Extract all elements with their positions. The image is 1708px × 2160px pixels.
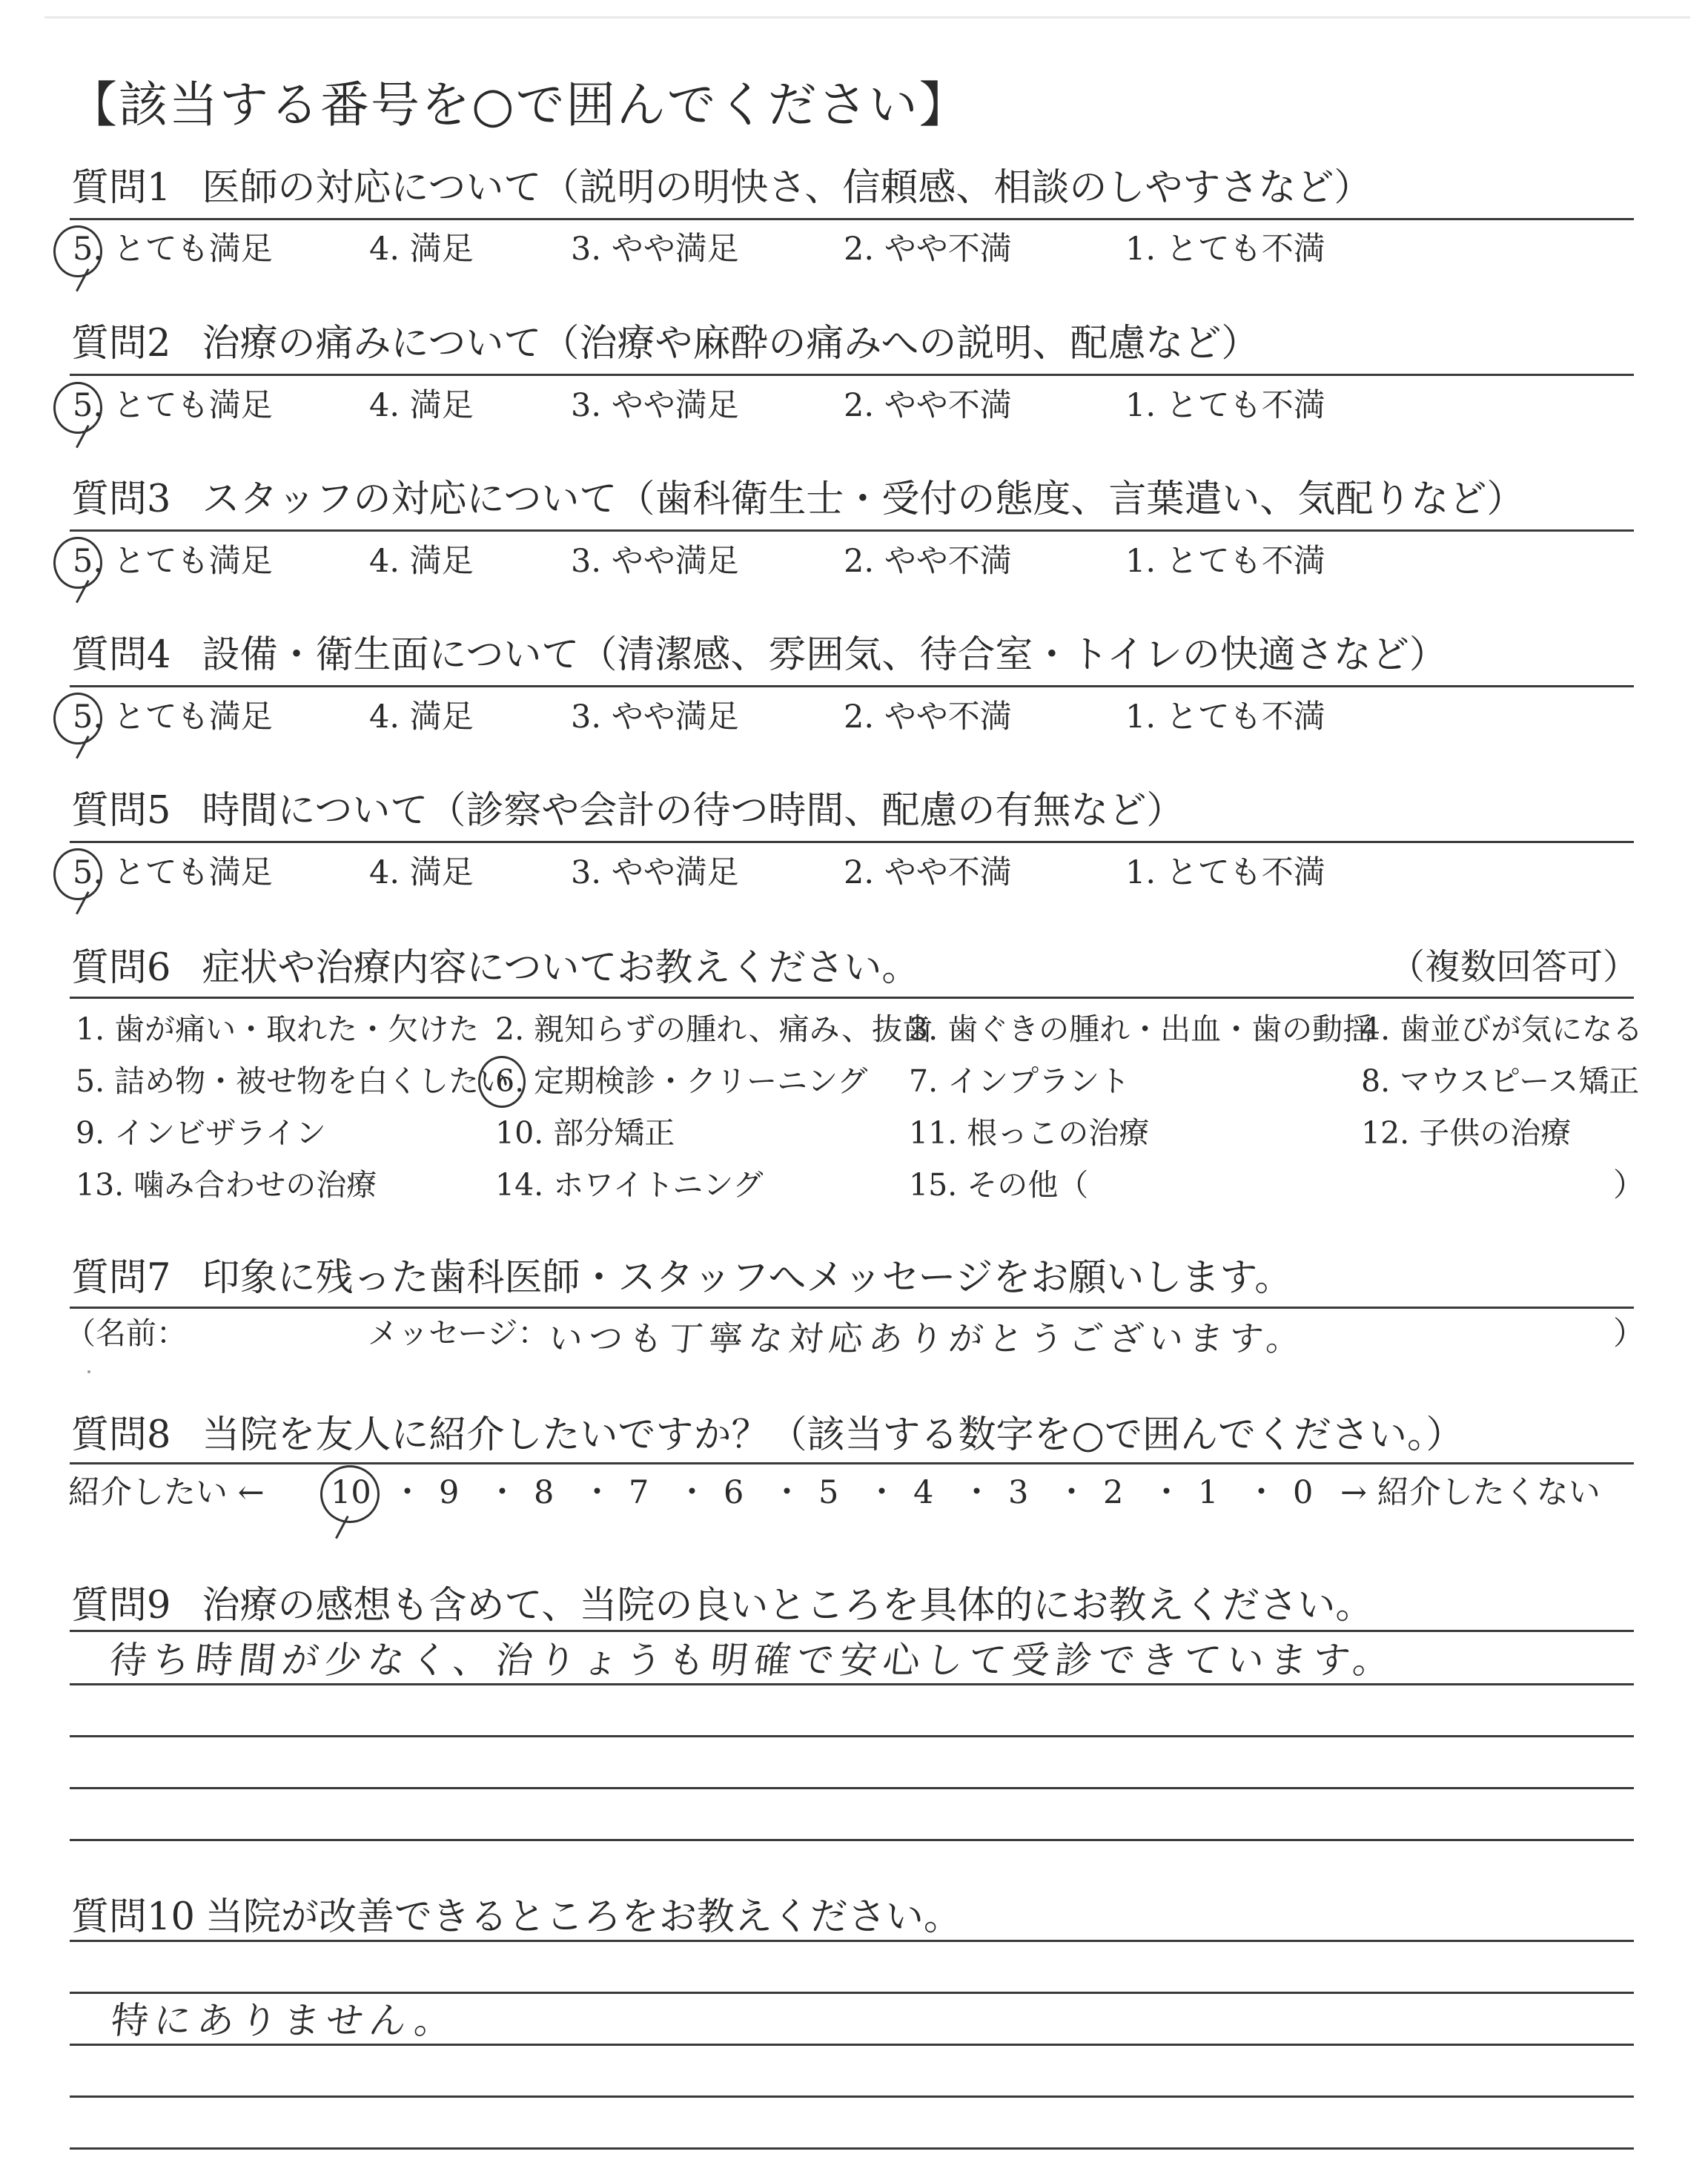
q8-separator: ・ — [1245, 1474, 1277, 1511]
q8-score-10[interactable]: 10 — [331, 1474, 371, 1511]
q10-answer-handwritten[interactable]: 特にありません。 — [108, 1999, 460, 2042]
q8-score-4[interactable]: 4 — [913, 1474, 934, 1511]
question-text: スタッフの対応について（歯科衛生士・受付の態度、言葉遣い、気配りなど） — [202, 478, 1525, 521]
answer-circle-mark — [53, 537, 102, 589]
q6-option-9[interactable]: 9. インビザライン — [76, 1115, 326, 1151]
question-5 — [71, 789, 1185, 833]
answer-line — [70, 1940, 1634, 1942]
question-rule — [70, 1307, 1634, 1309]
q7-name-label: （名前： — [65, 1315, 187, 1351]
q3-option-3[interactable]: 3. やや満足 — [571, 543, 739, 580]
question-number: 質問6 — [71, 946, 171, 990]
q8-score-9[interactable]: 9 — [439, 1474, 460, 1511]
question-number: 質問8 — [71, 1413, 171, 1457]
question-rule — [70, 841, 1634, 843]
q6-option-10[interactable]: 10. 部分矯正 — [495, 1115, 675, 1151]
q8-score-1[interactable]: 1 — [1198, 1474, 1219, 1511]
question-text: 設備・衛生面について（清潔感、雰囲気、待合室・トイレの快適さなど） — [202, 633, 1447, 677]
answer-line — [70, 1735, 1634, 1737]
q6-option-11[interactable]: 11. 根っこの治療 — [909, 1115, 1150, 1151]
q6-option-1[interactable]: 1. 歯が痛い・取れた・欠けた — [76, 1011, 480, 1047]
q8-separator: ・ — [581, 1474, 613, 1511]
question-10 — [71, 1895, 961, 1939]
answer-circle-mark — [53, 693, 102, 744]
answer-circle-mark — [478, 1056, 526, 1108]
question-rule — [70, 685, 1634, 687]
question-3 — [71, 478, 1525, 521]
q7-message-handwritten[interactable]: いつも丁寧な対応ありがとうございます。 — [546, 1318, 1309, 1358]
q8-separator: ・ — [961, 1474, 993, 1511]
question-text: 時間について（診察や会計の待つ時間、配慮の有無など） — [202, 789, 1185, 833]
answer-line — [70, 1839, 1634, 1841]
question-6 — [71, 946, 920, 990]
q6-option-13[interactable]: 13. 噛み合わせの治療 — [76, 1167, 377, 1203]
q4-option-4[interactable]: 4. 満足 — [369, 698, 474, 736]
q8-score-5[interactable]: 5 — [818, 1474, 839, 1511]
question-text: 当院が改善できるところをお教えください。 — [205, 1895, 961, 1939]
question-number: 質問7 — [71, 1256, 171, 1300]
q8-separator: ・ — [486, 1474, 518, 1511]
q7-close-paren: ） — [1613, 1315, 1645, 1353]
question-number: 質問3 — [71, 478, 171, 521]
question-text: 治療の感想も含めて、当院の良いところを具体的にお教えください。 — [202, 1584, 1374, 1628]
question-8 — [71, 1413, 1464, 1457]
q1-option-2[interactable]: 2. やや不満 — [844, 231, 1012, 268]
q1-option-5[interactable]: 5. とても満足 — [73, 231, 273, 268]
q1-option-4[interactable]: 4. 満足 — [369, 231, 474, 268]
question-number: 質問9 — [71, 1584, 171, 1628]
question-rule — [70, 1462, 1634, 1464]
q6-option-15[interactable]: 15. その他（ — [909, 1167, 1089, 1203]
q5-option-5[interactable]: 5. とても満足 — [73, 854, 273, 891]
question-2 — [71, 322, 1260, 366]
question-text: 治療の痛みについて（治療や麻酔の痛みへの説明、配慮など） — [202, 322, 1260, 366]
question-text: 当院を友人に紹介したいですか？（該当する数字を○で囲んでください。） — [202, 1413, 1464, 1457]
answer-line — [70, 2044, 1634, 2046]
form-title: 【該当する番号を○で囲んでください】 — [68, 76, 970, 133]
q8-score-3[interactable]: 3 — [1008, 1474, 1029, 1511]
q8-score-8[interactable]: 8 — [534, 1474, 555, 1511]
q9-answer-handwritten[interactable]: 待ち時間が少なく、治りょうも明確で安心して受診できています。 — [107, 1639, 1399, 1682]
q5-option-4[interactable]: 4. 満足 — [369, 854, 474, 891]
q6-option-6[interactable]: 6. 定期検診・クリーニング — [495, 1063, 868, 1099]
answer-circle-mark — [320, 1465, 380, 1523]
question-rule — [70, 529, 1634, 532]
question-number: 質問5 — [71, 789, 171, 833]
q8-separator: ・ — [1151, 1474, 1182, 1511]
q6-option-14[interactable]: 14. ホワイトニング — [495, 1167, 764, 1203]
q2-option-1[interactable]: 1. とても不満 — [1125, 387, 1325, 424]
q6-option-2[interactable]: 2. 親知らずの腫れ、痛み、抜歯 — [495, 1011, 933, 1047]
q3-option-4[interactable]: 4. 満足 — [369, 543, 474, 580]
q3-option-5[interactable]: 5. とても満足 — [73, 543, 273, 580]
question-number: 質問2 — [71, 322, 171, 366]
answer-line — [70, 1630, 1634, 1632]
q3-option-1[interactable]: 1. とても不満 — [1125, 543, 1325, 580]
q4-option-2[interactable]: 2. やや不満 — [844, 698, 1012, 736]
q7-message-label: メッセージ： — [368, 1315, 549, 1351]
q6-option-7[interactable]: 7. インプラント — [909, 1063, 1131, 1099]
q8-scale-right-label: → 紹介したくない — [1340, 1474, 1601, 1511]
question-7 — [71, 1256, 1293, 1300]
question-text: 印象に残った歯科医師・スタッフへメッセージをお願いします。 — [202, 1256, 1293, 1300]
question-4 — [71, 633, 1447, 677]
question-rule — [70, 997, 1634, 999]
q8-scale-left-label: 紹介したい ← — [68, 1474, 265, 1511]
question-9 — [71, 1584, 1374, 1628]
q2-option-3[interactable]: 3. やや満足 — [571, 387, 739, 424]
q8-score-7[interactable]: 7 — [629, 1474, 649, 1511]
answer-circle-mark — [53, 848, 102, 900]
q2-option-2[interactable]: 2. やや不満 — [844, 387, 1012, 424]
q6-other-close-paren: ） — [1613, 1167, 1645, 1204]
q4-option-5[interactable]: 5. とても満足 — [73, 698, 273, 736]
question-text: 医師の対応について（説明の明快さ、信頼感、相談のしやすさなど） — [202, 166, 1372, 210]
q8-score-0[interactable]: 0 — [1293, 1474, 1314, 1511]
answer-line — [70, 2147, 1634, 2150]
question-number: 質問10 — [71, 1895, 195, 1939]
scan-speck — [87, 1370, 90, 1373]
q8-separator: ・ — [866, 1474, 898, 1511]
q8-separator: ・ — [676, 1474, 708, 1511]
answer-line — [70, 1787, 1634, 1789]
question-1 — [71, 166, 1372, 210]
q2-option-5[interactable]: 5. とても満足 — [73, 387, 273, 424]
q6-option-4[interactable]: 4. 歯並びが気になる — [1361, 1011, 1644, 1047]
question-number: 質問1 — [71, 166, 171, 210]
answer-line — [70, 1683, 1634, 1685]
q5-option-1[interactable]: 1. とても不満 — [1125, 854, 1325, 891]
answer-circle-mark — [53, 382, 102, 434]
question-text: 症状や治療内容についてお教えください。 — [202, 946, 920, 990]
q5-option-3[interactable]: 3. やや満足 — [571, 854, 739, 891]
question-number: 質問4 — [71, 633, 171, 677]
multiple-answers-note: （複数回答可） — [1388, 946, 1638, 988]
question-rule — [70, 374, 1634, 376]
q1-option-3[interactable]: 3. やや満足 — [571, 231, 739, 268]
q8-score-6[interactable]: 6 — [724, 1474, 744, 1511]
q6-option-12[interactable]: 12. 子供の治療 — [1361, 1115, 1572, 1151]
q1-option-1[interactable]: 1. とても不満 — [1125, 231, 1325, 268]
q8-score-2[interactable]: 2 — [1103, 1474, 1124, 1511]
answer-line — [70, 1992, 1634, 1994]
q4-option-3[interactable]: 3. やや満足 — [571, 698, 739, 736]
q2-option-4[interactable]: 4. 満足 — [369, 387, 474, 424]
q3-option-2[interactable]: 2. やや不満 — [844, 543, 1012, 580]
q6-option-5[interactable]: 5. 詰め物・被せ物を白くしたい — [76, 1063, 510, 1099]
q4-option-1[interactable]: 1. とても不満 — [1125, 698, 1325, 736]
answer-circle-mark — [53, 225, 102, 277]
question-rule — [70, 218, 1634, 220]
q6-option-3[interactable]: 3. 歯ぐきの腫れ・出血・歯の動揺 — [909, 1011, 1374, 1047]
q8-separator: ・ — [391, 1474, 423, 1511]
q5-option-2[interactable]: 2. やや不満 — [844, 854, 1012, 891]
top-edge-line — [44, 16, 1690, 19]
q8-separator: ・ — [1056, 1474, 1088, 1511]
q6-option-8[interactable]: 8. マウスピース矯正 — [1361, 1063, 1640, 1099]
q8-separator: ・ — [771, 1474, 803, 1511]
answer-line — [70, 2095, 1634, 2098]
